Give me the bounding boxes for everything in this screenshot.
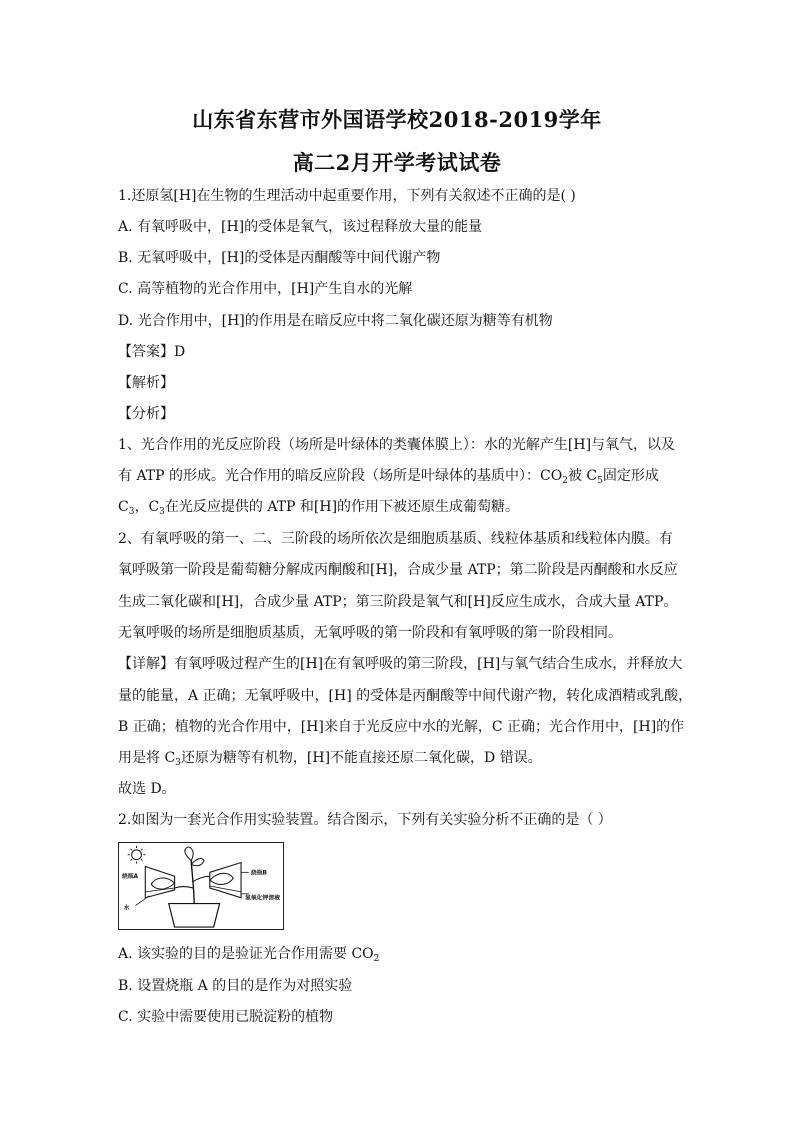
sun-icon [128, 846, 146, 864]
analysis-para2-line4: 无氧呼吸的场所是细胞质基质，无氧呼吸的第一阶段和有氧呼吸的第一阶段相同。 [118, 625, 622, 641]
detail-line4: 用是将 $C_3$还原为糖等有机物，[H]不能直接还原二氧化碳，D 错误。 [118, 750, 542, 768]
conclusion: 故选 D。 [118, 781, 176, 797]
experiment-apparatus-figure [118, 842, 284, 930]
detail-line3: B 正确；植物的光合作用中，[H]来自于光反应中水的光解，C 正确；光合作用中，[H]的作 [118, 719, 685, 735]
question-2-option-c: C. 实验中需要使用已脱淀粉的植物 [118, 1009, 334, 1025]
analysis-para1-line1: 1、光合作用的光反应阶段（场所是叶绿体的类囊体膜上）：水的光解产生[H]与氧气，以及 [118, 437, 676, 453]
question-1-option-a: A. 有氧呼吸中，[H]的受体是氧气，该过程释放大量的能量 [118, 219, 483, 235]
question-2-stem: 2.如图为一套光合作用实验装置。结合图示，下列有关实验分析不正确的是（ ） [118, 812, 612, 828]
document-title-line1: 山东省东营市外国语学校2018-2019学年 [192, 107, 602, 132]
document-title-line2: 高二2月开学考试试卷 [292, 150, 502, 175]
question-1-option-d: D. 光合作用中，[H]的作用是在暗反应中将二氧化碳还原为糖等有机物 [118, 313, 553, 329]
detail-line2: 量的能量，A 正确；无氧呼吸中，[H] 的受体是丙酮酸等中间代谢产物，转化成酒精或乳酸， [118, 688, 693, 704]
flower-pot [169, 904, 220, 927]
question-1-stem: 1.还原氢[H]在生物的生理活动中起重要作用，下列有关叙述不正确的是( ) [118, 188, 576, 204]
label-koh-solution: 氢氧化钾溶液 [244, 895, 281, 902]
question-2-option-b: B. 设置烧瓶 A 的目的是作为对照实验 [118, 978, 353, 994]
answer-label: 【答案】D [118, 344, 186, 360]
label-flask-a: 烧瓶A [121, 874, 139, 881]
analysis-para2-line3: 生成二氧化碳和[H]，合成少量 ATP；第三阶段是氧气和[H]反应生成水，合成大量 ATP。 [118, 594, 678, 610]
analysis-para2-line1: 2、有氧呼吸的第一、二、三阶段的场所依次是细胞质基质、线粒体基质和线粒体内膜。有 [118, 531, 673, 547]
analysis-para2-line2: 氧呼吸第一阶段是葡萄糖分解成丙酮酸和[H]，合成少量 ATP；第二阶段是丙酮酸和水反应 [118, 562, 678, 578]
analysis-label: 【解析】 [118, 375, 174, 391]
label-water: 水 [123, 905, 130, 912]
question-1-option-c: C. 高等植物的光合作用中，[H]产生自水的光解 [118, 281, 413, 297]
analysis-para1-line3: $C_3$，$C_3$在光反应提供的 ATP 和[H]的作用下被还原生成葡萄糖。 [118, 499, 520, 517]
label-flask-b: 烧瓶B [250, 870, 268, 877]
question-2-option-a: A. 该实验的目的是验证光合作用需要 $CO_2$ [118, 946, 380, 964]
analysis-para1-line2: 有 ATP 的形成。光合作用的暗反应阶段（场所是叶绿体的基质中）：$CO_2$被 $C_5$固定形成 [118, 468, 659, 486]
detail-line1: 【详解】有氧呼吸过程产生的[H]在有氧呼吸的第三阶段，[H]与氧气结合生成水，并释放大 [118, 656, 683, 672]
apparatus-diagram [119, 843, 283, 929]
question-1-option-b: B. 无氧呼吸中，[H]的受体是丙酮酸等中间代谢产物 [118, 250, 441, 266]
fenxi-label: 【分析】 [118, 406, 174, 422]
